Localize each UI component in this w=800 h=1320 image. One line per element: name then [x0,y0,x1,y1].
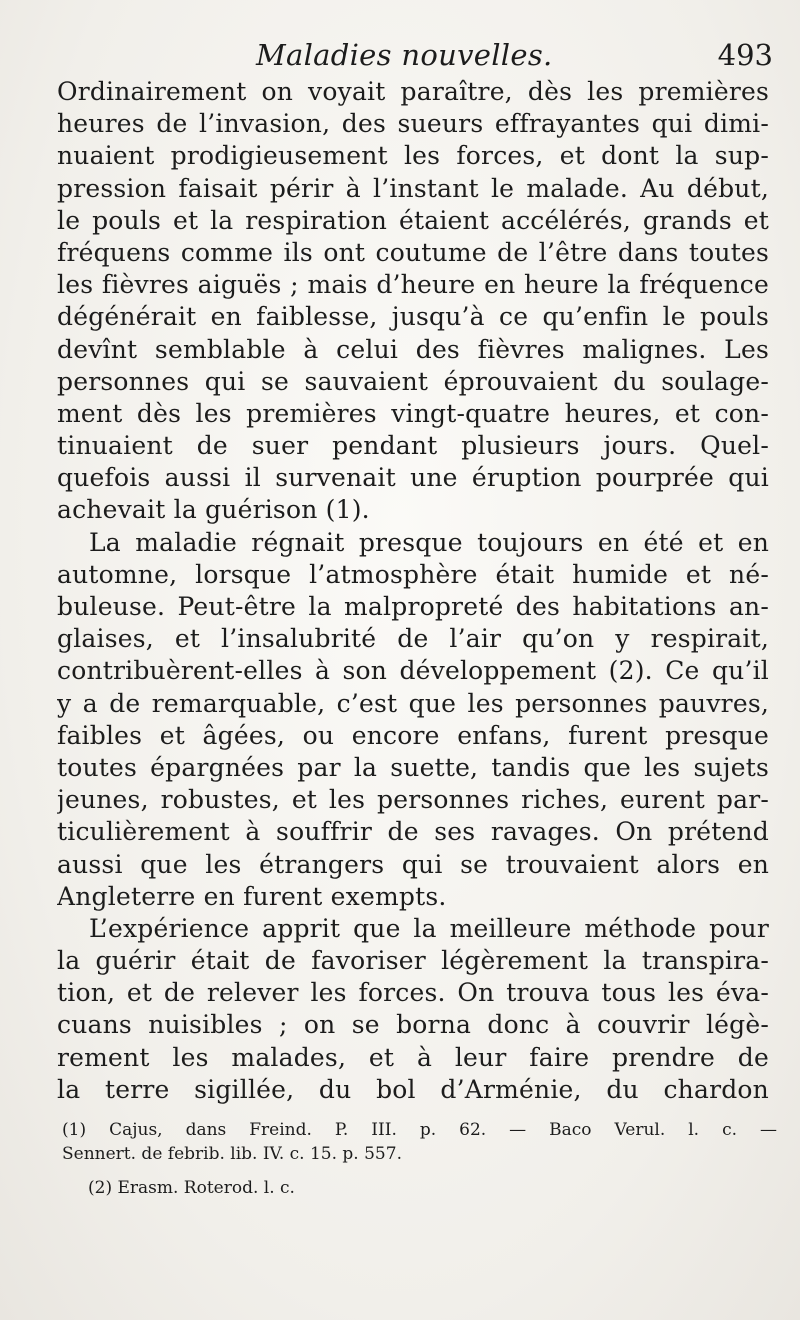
text-line: heures de l’invasion, des sueurs effrayantes qui dimi- [57,109,769,139]
text-line: La maladie régnait presque toujours en été et en [89,527,769,557]
text-line: faibles et âgées, ou encore enfans, furent presque [57,720,769,750]
text-line: dégénérait en faiblesse, jusqu’à ce qu’enfin le pouls [57,302,769,332]
text-line: tinuaient de suer pendant plusieurs jours. Quel- [57,431,769,461]
text-line: jeunes, robustes, et les personnes riches, eurent par- [57,785,769,815]
footnotes [62,1118,777,1200]
text-line: achevait la guérison (1). [57,495,370,525]
footnote-2: (2) Erasm. Roterod. l. c. [88,1178,295,1198]
text-line: les fièvres aiguës ; mais d’heure en heure la fréquence [57,270,769,300]
running-title: Maladies nouvelles. [256,38,553,72]
text-line: nuaient prodigieusement les forces, et dont la sup- [57,141,769,171]
footnote-1: (1) Cajus, dans Freind. P. III. p. 62. — Baco Verul. l. c. — [62,1120,777,1140]
text-line: devînt semblable à celui des fièvres malignes. Les [57,334,769,364]
text-line: rement les malades, et à leur faire prendre de [57,1042,769,1072]
text-line: automne, lorsque l’atmosphère était humide et né- [57,559,769,589]
text-line: y a de remarquable, c’est que les personnes pauvres, [57,688,769,718]
text-line: buleuse. Peut-être la malpropreté des habitations an- [57,592,769,621]
body-text [57,76,769,1106]
text-line: pression faisait périr à l’instant le malade. Au début, [57,173,769,203]
text-line: aussi que les étrangers qui se trouvaient alors en [57,849,769,879]
text-line: contribuèrent-elles à son développement (2). Ce qu’il [57,656,769,686]
text-line: personnes qui se sauvaient éprouvaient du soulage- [57,366,769,396]
text-line: la terre sigillée, du bol d’Arménie, du chardon [57,1074,769,1104]
text-line: le pouls et la respiration étaient accélérés, grands et [57,205,769,235]
page-number: 493 [717,38,773,72]
text-line: ticulièrement à souffrir de ses ravages. On prétend [57,817,769,847]
text-line: la guérir était de favoriser légèrement la transpira- [57,946,769,976]
text-line: cuans nuisibles ; on se borna donc à couvrir légè- [57,1010,769,1040]
text-line: glaises, et l’insalubrité de l’air qu’on y respirait, [57,624,769,654]
text-line: L’expérience apprit que la meilleure méthode pour [89,913,769,943]
text-line: quefois aussi il survenait une éruption pourprée qui [57,463,769,493]
footnote-1-continuation: Sennert. de febrib. lib. IV. c. 15. p. 557. [62,1144,402,1164]
text-line: Angleterre en furent exempts. [57,881,447,911]
text-line: Ordinairement on voyait paraître, dès les premières [57,77,769,106]
text-line: ment dès les premières vingt-quatre heures, et con- [57,398,769,428]
text-line: fréquens comme ils ont coutume de l’être dans toutes [57,237,769,267]
text-line: tion, et de relever les forces. On trouva tous les éva- [57,978,769,1008]
text-line: toutes épargnées par la suette, tandis que les sujets [57,752,769,782]
